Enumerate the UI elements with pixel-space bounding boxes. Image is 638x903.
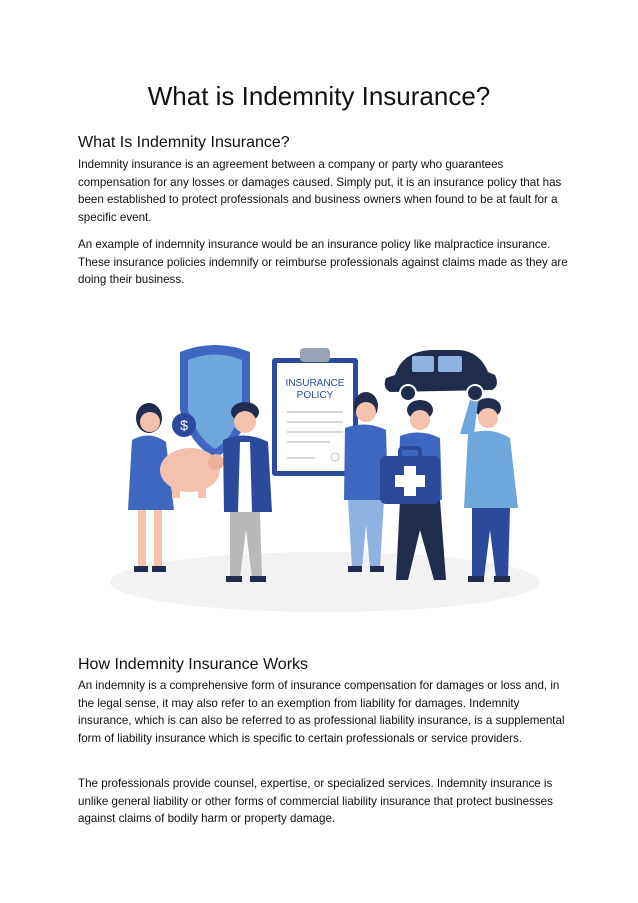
section-heading-how-it-works: How Indemnity Insurance Works (78, 656, 309, 673)
paragraph-definition: Indemnity insurance is an agreement between a company or party who guarantees compensation for any losses or damages caused. Simply put, it is an insurance policy that has been established to protect professionals and business owners when found to be at fault for a specific event. (78, 158, 562, 224)
clipboard-text-insurance: INSURANCE (285, 378, 345, 389)
paragraph-how-it-works: An indemnity is a comprehensive form of insurance compensation for damages or loss and, in the legal sense, it may also refer to an exemption from liability for damages. Indemnity insurance, which is can also be referred to as professional liability insurance, is a supplemental form of liability insurance which is specific to certain professionals or service providers. (78, 679, 565, 745)
insurance-illustration (90, 330, 550, 630)
medical-kit-icon (380, 448, 440, 504)
page-title: What is Indemnity Insurance? (147, 81, 491, 111)
car-icon (385, 350, 497, 401)
clipboard-clip (300, 348, 330, 362)
paragraph-professionals: The professionals provide counsel, expertise, or specialized services. Indemnity insurance is unlike general liability or other forms of commercial liability insurance that protect businesses against claims of bodily harm or property damage. (78, 777, 553, 825)
dollar-coin-icon (172, 413, 196, 437)
clipboard-text-policy: POLICY (296, 390, 334, 401)
person-woman-piggy-bank (128, 403, 174, 572)
person-man-lifting-car (460, 398, 518, 582)
paragraph-example: An example of indemnity insurance would be an insurance policy like malpractice insurance. These insurance policies indemnify or reimburse professionals against claims made as they are doing their business. (78, 238, 568, 286)
coin-symbol: $ (180, 417, 188, 433)
section-heading-what-is: What Is Indemnity Insurance? (78, 134, 290, 151)
